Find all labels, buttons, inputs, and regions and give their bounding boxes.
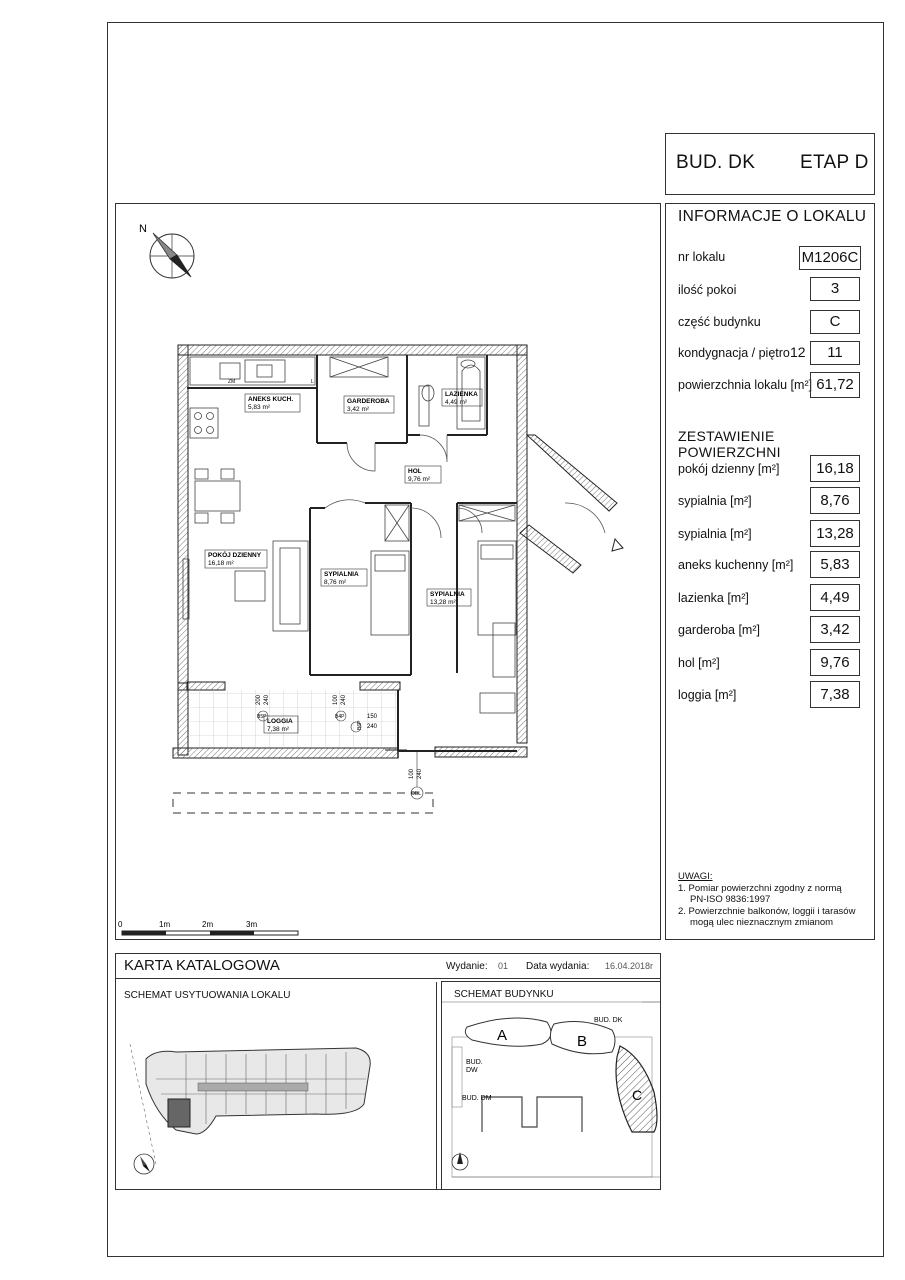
site-label-dk: BUD. DK	[594, 1017, 623, 1024]
room-area-bathroom: 4,49 m²	[445, 399, 468, 406]
site-label-dw: DW	[466, 1067, 478, 1074]
area-value-living: 16,18	[810, 455, 860, 482]
room-label-kitchen: ANEKS KUCH.	[248, 396, 294, 403]
dim-240: 240	[264, 694, 270, 705]
door-swing-entrance	[565, 503, 605, 533]
room-label-bedroom-1: SYPIALNIA	[324, 571, 359, 578]
info-label-floor: kondygnacja / piętro	[678, 346, 790, 360]
room-label-bedroom-2: SYPIALNIA	[430, 591, 465, 598]
wardrobe-shelves	[330, 357, 388, 377]
header-box	[665, 133, 875, 195]
north-arrow-icon	[139, 223, 194, 278]
area-label-bathroom: lazienka [m²]	[678, 591, 749, 605]
info-value-rooms: 3	[810, 277, 860, 301]
info-value-part: C	[810, 310, 860, 334]
area-label-bedroom-1: sypialnia [m²]	[678, 494, 752, 508]
area-label-bedroom-2: sypialnia [m²]	[678, 527, 752, 541]
scale-label-0: 0	[118, 920, 123, 929]
notes-block	[678, 871, 855, 929]
room-label-living: POKÓJ DZIENNY	[208, 552, 262, 559]
north-arrow-small-icon	[452, 1152, 468, 1170]
info-label-part: część budynku	[678, 315, 761, 329]
catalog-title: KARTA KATALOGOWA	[124, 957, 280, 974]
info-title: INFORMACJE O LOKALU	[678, 208, 867, 225]
room-area-living: 16,18 m²	[208, 560, 234, 567]
room-labels	[205, 389, 482, 733]
room-area-wardrobe: 3,42 m²	[347, 406, 370, 413]
scale-bar	[118, 920, 298, 935]
dim-240: 240	[417, 768, 423, 779]
edition-value: 01	[498, 961, 509, 971]
dim-240: 240	[341, 694, 347, 705]
footer-title-row	[116, 954, 660, 979]
dim-240: 240	[367, 724, 378, 730]
room-area-bedroom-2: 13,28 m²	[430, 599, 456, 606]
selected-unit-marker	[168, 1099, 190, 1127]
notes-line: 2. Powierzchnie balkonów, loggii i tarasów	[678, 905, 856, 917]
room-label-bathroom: LAZIENKA	[445, 391, 478, 398]
stage-code: ETAP D	[800, 152, 869, 173]
building-scheme	[441, 981, 661, 1190]
mark-b6p: B6P	[357, 720, 363, 730]
area-value-kitchen: 5,83	[810, 551, 860, 578]
north-arrow-small-icon	[134, 1154, 154, 1174]
mark-l: L	[311, 379, 314, 385]
info-panel	[665, 203, 875, 940]
area-label-kitchen: aneks kuchenny [m²]	[678, 558, 794, 572]
mark-b4p: B4P	[335, 714, 345, 720]
notes-title: UWAGI:	[678, 871, 713, 882]
balcony-outline-below	[173, 793, 433, 813]
area-value-bedroom-2: 13,28	[810, 520, 860, 547]
room-label-loggia: LOGGIA	[267, 718, 293, 725]
building-code: BUD. DK	[676, 152, 756, 173]
site-label-dm: BUD. DM	[462, 1095, 492, 1102]
scale-label-1m: 1m	[159, 920, 171, 929]
room-area-kitchen: 5,83 m²	[248, 404, 271, 411]
floor-plan	[115, 203, 661, 940]
dim-150: 150	[367, 714, 378, 720]
scale-label-2m: 2m	[202, 920, 214, 929]
site-label-dw: BUD.	[466, 1059, 483, 1066]
area-label-wardrobe: garderoba [m²]	[678, 623, 760, 637]
notes-line: PN-ISO 9836:1997	[690, 894, 771, 905]
room-label-hall: HOL	[408, 468, 422, 475]
info-value-area: 61,72	[810, 372, 860, 398]
info-label-area: powierzchnia lokalu [m²]	[678, 378, 813, 392]
edition-label: Wydanie:	[446, 961, 488, 972]
info-value-level: 12	[790, 344, 806, 360]
mark-zm: ZM	[228, 379, 236, 385]
info-value-unit: M1206C	[799, 246, 861, 270]
notes-line: 1. Pomiar powierzchni zgodny z normą	[678, 882, 842, 894]
info-value-floor: 11	[810, 341, 860, 365]
site-building-c-label: C	[632, 1087, 643, 1103]
area-label-loggia: loggia [m²]	[678, 688, 737, 702]
kitchen-fixtures	[190, 357, 315, 523]
notes-line: mogą ulec nieznacznym zmianom	[690, 917, 834, 928]
area-value-loggia: 7,38	[810, 681, 860, 708]
unit-scheme-title: SCHEMAT USYTUOWANIA LOKALU	[124, 990, 291, 1001]
dim-100: 100	[409, 768, 415, 779]
mark-b5p: B5P	[257, 714, 267, 720]
room-label-wardrobe: GARDEROBA	[347, 398, 390, 405]
scale-label-3m: 3m	[246, 920, 258, 929]
area-label-hall: hol [m²]	[678, 656, 720, 670]
area-value-bedroom-1: 8,76	[810, 487, 860, 514]
site-plan-map	[442, 982, 660, 1189]
room-area-bedroom-1: 8,76 m²	[324, 579, 347, 586]
areas-title: ZESTAWIENIE POWIERZCHNI	[678, 428, 781, 460]
area-label-living: pokój dzienny [m²]	[678, 462, 780, 476]
dim-200: 200	[256, 694, 262, 705]
site-building-b: B	[577, 1033, 588, 1050]
bedroom-2-furniture	[459, 505, 516, 713]
mark-obl: OBL	[411, 791, 422, 797]
bedroom-1-bed	[371, 505, 409, 635]
door-swings	[325, 435, 482, 538]
entrance-marker-icon	[612, 539, 623, 551]
area-value-wardrobe: 3,42	[810, 616, 860, 643]
area-value-hall: 9,76	[810, 649, 860, 676]
date-value: 16.04.2018r	[605, 961, 654, 971]
site-building-a: A	[497, 1027, 508, 1044]
dim-100: 100	[333, 694, 339, 705]
info-label-unit: nr lokalu	[678, 250, 726, 264]
area-value-bathroom: 4,49	[810, 584, 860, 611]
entrance-wing	[520, 435, 617, 573]
unit-location-map	[116, 1004, 436, 1184]
unit-scheme	[116, 982, 437, 1189]
date-label: Data wydania:	[526, 961, 590, 972]
info-label-rooms: ilość pokoi	[678, 283, 737, 297]
room-area-hall: 9,76 m²	[408, 476, 431, 483]
room-area-loggia: 7,38 m²	[267, 726, 290, 733]
building-scheme-title: SCHEMAT BUDYNKU	[454, 989, 554, 1000]
svg-text:N: N	[139, 223, 147, 235]
